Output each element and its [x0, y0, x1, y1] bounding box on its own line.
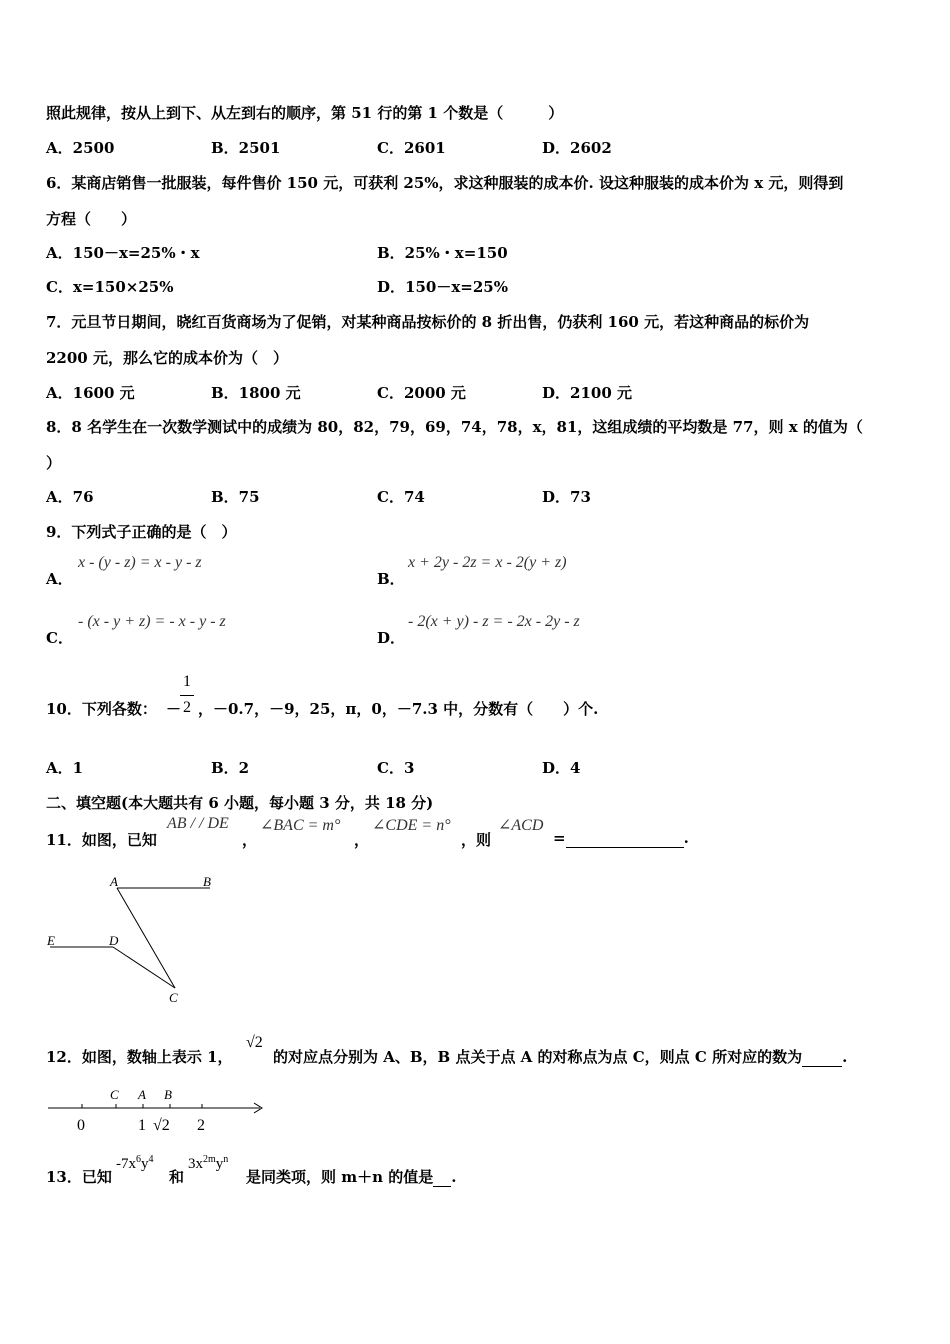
q10-option-a: A．1 [46, 759, 84, 777]
q6-option-c: C．x=150×25% [46, 278, 174, 296]
section2-heading: 二、填空题(本大题共有 6 小题，每小题 3 分，共 18 分) [46, 794, 434, 812]
q11-answer-blank[interactable] [566, 829, 684, 848]
q12-number-line [40, 1098, 270, 1118]
q13-term2-exp-x: 2m [203, 1154, 216, 1165]
q11-angle-cde-expr: ∠CDE = n° [372, 817, 451, 834]
q12-prefix: 12．如图，数轴上表示 1， [46, 1048, 233, 1066]
q11-label-a: A [110, 874, 118, 889]
q13-end: . [451, 1168, 457, 1186]
q12-answer-blank[interactable] [802, 1048, 842, 1067]
q7-option-a: A．1600 元 [46, 384, 135, 402]
q9-label-b: B． [377, 570, 405, 588]
q8-option-d: D．73 [542, 488, 591, 506]
q11-end: . [683, 829, 689, 847]
q10-fraction-bar [180, 695, 194, 696]
prev-option-d: D．2602 [542, 139, 612, 157]
q12-sqrt2: √2 [246, 1034, 263, 1051]
q12-label-two: 2 [197, 1117, 205, 1134]
q12-label-one: 1 [138, 1117, 146, 1134]
q11-sep3: ，则 [461, 831, 492, 849]
q13-term2 [188, 1154, 228, 1173]
q11-sep1: ， [242, 831, 258, 849]
prev-option-b: B．2501 [211, 139, 281, 157]
q6-line1: 6．某商店销售一批服装，每件售价 150 元，可获利 25%，求这种服装的成本价. 设这种服装的成本价为 x 元，则得到 [46, 174, 844, 192]
q9-label-d: D． [377, 629, 406, 647]
q10-option-d: D．4 [542, 759, 581, 777]
prev-option-a: A．2500 [46, 139, 115, 157]
q13-answer-area[interactable] [246, 1166, 456, 1187]
q8-line2: ） [46, 454, 62, 472]
q11-label-d: D [109, 933, 119, 948]
q9-expr-a: x - (y - z) = x - y - z [78, 554, 202, 571]
q12-end: . [842, 1048, 848, 1066]
q6-option-b: B．25%・x=150 [377, 244, 508, 262]
q13-term1-exp-y: 4 [148, 1154, 154, 1165]
q9-stem: 9．下列式子正确的是（ ） [46, 523, 237, 541]
q10-rest: ，－0.7，－9，25，π，0，－7.3 中，分数有（ ）个. [198, 700, 599, 718]
q11-equals: = [553, 829, 566, 847]
q13-term1-y: y [141, 1156, 149, 1172]
q6-line2: 方程（ ） [46, 210, 137, 228]
q11-sep2: ， [354, 831, 370, 849]
q13-rest: 是同类项，则 m＋n 的值是 [246, 1168, 434, 1186]
q7-line1: 7．元旦节日期间，晓红百货商场为了促销，对某种商品按标价的 8 折出售，仍获利 160 元，若这种商品的标价为 [46, 313, 810, 331]
line-ac [117, 888, 175, 988]
q6-option-d: D．150－x=25% [377, 278, 508, 296]
q12-label-sqrt2: √2 [153, 1117, 170, 1134]
q13-term1-exp-x: 6 [136, 1154, 141, 1165]
q10-fraction-denominator: 2 [183, 699, 191, 716]
q12-rest: 的对应点分别为 A、B，B 点关于点 A 的对称点为点 C，则点 C 所对应的数为 [273, 1048, 803, 1066]
q10-prefix: 10．下列各数： [46, 700, 157, 718]
q7-option-c: C．2000 元 [377, 384, 466, 402]
q10-minus: － [166, 700, 182, 718]
q13-and: 和 [169, 1168, 185, 1186]
q13-answer-blank[interactable] [433, 1168, 451, 1187]
q9-label-c: C． [46, 629, 73, 647]
q8-line1: 8．8 名学生在一次数学测试中的成绩为 80，82，79，69，74，78，x，81，这组成绩的平均数是 77，则 x 的值为（ [46, 418, 863, 436]
q13-term2-y: y [215, 1156, 224, 1172]
q7-line2: 2200 元，那么它的成本价为（ ） [46, 349, 288, 367]
q7-option-d: D．2100 元 [542, 384, 632, 402]
q7-option-b: B．1800 元 [211, 384, 301, 402]
q13-term1 [116, 1154, 154, 1173]
q13-term2-base: 3x [188, 1156, 203, 1172]
q8-option-b: B．75 [211, 488, 260, 506]
q9-label-a: A． [46, 570, 73, 588]
q11-angle-bac-expr: ∠BAC = m° [260, 817, 341, 834]
q6-option-a: A．150－x=25%・x [46, 244, 200, 262]
q8-option-c: C．74 [377, 488, 425, 506]
q11-answer-area[interactable] [553, 829, 689, 848]
q11-parallel-expr: AB / / DE [167, 815, 229, 832]
prev-option-c: C．2601 [377, 139, 446, 157]
q9-expr-c: - (x - y + z) = - x - y - z [78, 613, 226, 630]
q12-label-zero: 0 [77, 1117, 85, 1134]
q10-option-b: B．2 [211, 759, 250, 777]
q12-label-c: C [110, 1087, 119, 1102]
q11-label-e: E [47, 933, 55, 948]
q11-angle-acd-expr: ∠ACD [498, 817, 544, 834]
q11-label-b: B [203, 874, 211, 889]
q12-answer-area[interactable] [273, 1046, 847, 1067]
q10-option-c: C．3 [377, 759, 415, 777]
q8-option-a: A．76 [46, 488, 94, 506]
line-dc [113, 947, 175, 988]
q11-label-c: C [169, 990, 178, 1005]
q9-expr-b: x + 2y - 2z = x - 2(y + z) [408, 554, 567, 571]
q12-label-a: A [138, 1087, 146, 1102]
q11-prefix: 11．如图，已知 [46, 831, 157, 849]
intro-line: 照此规律，按从上到下、从左到右的顺序，第 51 行的第 1 个数是（ ） [46, 104, 564, 122]
q10-fraction-numerator: 1 [183, 673, 191, 690]
q11-figure [40, 870, 240, 1010]
q9-expr-d: - 2(x + y) - z = - 2x - 2y - z [408, 613, 580, 630]
q13-term2-exp-y: n [223, 1154, 229, 1165]
q12-label-b: B [164, 1087, 172, 1102]
q13-term1-base: -7x [116, 1156, 136, 1172]
q13-prefix: 13．已知 [46, 1168, 112, 1186]
